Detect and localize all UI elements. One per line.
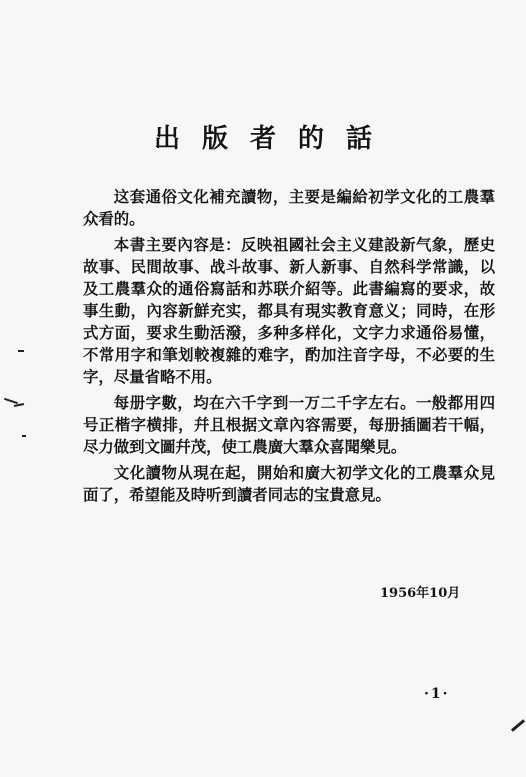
preface-body (83, 186, 495, 510)
publication-date: 1956年10月 (380, 586, 461, 601)
scan-mark (14, 403, 24, 407)
scan-mark (18, 350, 24, 352)
paragraph-4: 文化讀物从現在起，開始和廣大初学文化的工農羣众見面了，希望能及時听到讀者同志的宝貴意見。 (83, 464, 495, 504)
paragraph-2: 本書主要內容是：反映祖國社会主义建設新气象，歷史故事、民間故事、战斗故事、新人新事、自然科学常識，以及工農羣众的通俗寫話和苏联介紹等。此書編寫的要求，故事生動，內容新鮮充实，都具有現实教育意义；同時，在形式方面，要求生動活潑，多种多样化，文字力求通俗易懂，不常用字和筆划較複雜的难字，酌加注音字母，不必要的生字，尽量省略不用。 (83, 236, 495, 386)
paragraph-1: 这套通俗文化補充讀物，主要是編給初学文化的工農羣众看的。 (83, 188, 495, 228)
scan-mark (511, 719, 525, 732)
paragraph-3: 每册字數，均在六千字到一万二千字左右。一般都用四号正楷字横排，幷且根据文章內容需要，每册插圖若干幅，尽力做到文圖幷茂，使工農廣大羣众喜聞樂見。 (83, 394, 495, 456)
page-number: ·1· (424, 686, 450, 702)
scan-mark (22, 435, 26, 437)
scan-mark (4, 398, 18, 404)
page-title: 出版者的話 (153, 124, 394, 154)
